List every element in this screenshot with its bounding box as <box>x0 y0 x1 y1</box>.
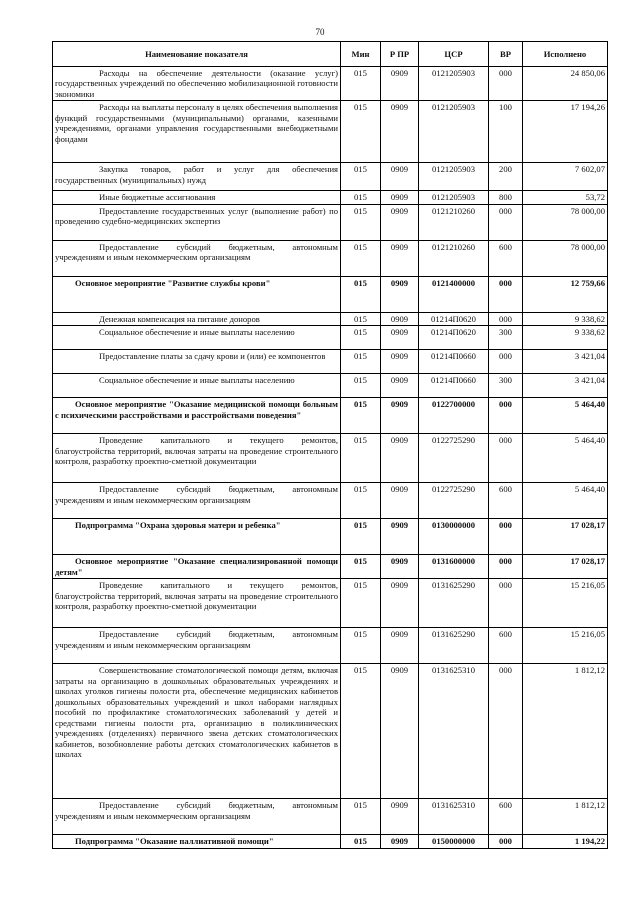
cell-vr: 600 <box>489 240 523 276</box>
cell-min: 015 <box>341 312 381 325</box>
cell-name: Предоставление субсидий бюджетным, автономным учреждениям и иным некоммерческим организациям <box>53 240 341 276</box>
cell-rpr: 0909 <box>381 312 419 325</box>
cell-csr: 0121205903 <box>419 101 489 163</box>
cell-vr: 000 <box>489 398 523 434</box>
cell-min: 015 <box>341 374 381 398</box>
cell-min: 015 <box>341 398 381 434</box>
cell-min: 015 <box>341 555 381 579</box>
table-row <box>53 350 608 374</box>
cell-min: 015 <box>341 799 381 835</box>
table-header-row <box>53 42 608 67</box>
cell-name: Предоставление субсидий бюджетным, автономным учреждениям и иным некоммерческим организациям <box>53 799 341 835</box>
cell-rpr: 0909 <box>381 799 419 835</box>
cell-sum: 78 000,00 <box>523 204 608 240</box>
cell-name: Предоставление государственных услуг (выполнение работ) по проведению судебно-медицинских экспертиз <box>53 204 341 240</box>
table-row <box>53 835 608 848</box>
cell-vr: 000 <box>489 555 523 579</box>
cell-name: Подпрограмма "Оказание паллиативной помощи" <box>53 835 341 848</box>
cell-min: 015 <box>341 579 381 628</box>
cell-sum: 17 028,17 <box>523 519 608 555</box>
cell-rpr: 0909 <box>381 67 419 101</box>
cell-csr: 0122725290 <box>419 483 489 519</box>
cell-vr: 800 <box>489 191 523 204</box>
cell-sum: 3 421,04 <box>523 350 608 374</box>
cell-csr: 0121210260 <box>419 240 489 276</box>
cell-csr: 0131625310 <box>419 799 489 835</box>
cell-min: 015 <box>341 434 381 483</box>
cell-sum: 1 194,22 <box>523 835 608 848</box>
cell-csr: 01214П0620 <box>419 326 489 350</box>
cell-csr: 0130000000 <box>419 519 489 555</box>
cell-rpr: 0909 <box>381 398 419 434</box>
header-rpr: Р ПР <box>381 42 419 67</box>
cell-csr: 0121400000 <box>419 276 489 312</box>
cell-csr: 0122725290 <box>419 434 489 483</box>
cell-min: 015 <box>341 664 381 799</box>
cell-csr: 01214П0660 <box>419 350 489 374</box>
page-number: 70 <box>315 27 325 37</box>
cell-name: Основное мероприятие "Оказание специализированной помощи детям" <box>53 555 341 579</box>
cell-vr: 000 <box>489 434 523 483</box>
cell-rpr: 0909 <box>381 555 419 579</box>
cell-csr: 0150000000 <box>419 835 489 848</box>
cell-rpr: 0909 <box>381 664 419 799</box>
cell-rpr: 0909 <box>381 579 419 628</box>
table-row <box>53 579 608 628</box>
table-row <box>53 101 608 163</box>
cell-min: 015 <box>341 519 381 555</box>
cell-name: Иные бюджетные ассигнования <box>53 191 341 204</box>
table-row <box>53 664 608 799</box>
cell-rpr: 0909 <box>381 434 419 483</box>
cell-name: Основное мероприятие "Развитие службы крови" <box>53 276 341 312</box>
cell-vr: 000 <box>489 276 523 312</box>
cell-min: 015 <box>341 204 381 240</box>
table-row <box>53 555 608 579</box>
cell-vr: 000 <box>489 204 523 240</box>
cell-csr: 0131625290 <box>419 628 489 664</box>
cell-vr: 000 <box>489 67 523 101</box>
cell-csr: 0121205903 <box>419 67 489 101</box>
table-row <box>53 483 608 519</box>
cell-name: Совершенствование стоматологической помощи детям, включая затраты на организацию в дошкольных образовательных учреждениях и школах уголков гигиены полости рта, обеспечение медицинских кабинетов дошкольных образовательных учреждений и школ наборами наглядных пособий по профилактике стоматологических заболеваний у детей и средствами гигиены полости рта, организацию в поликлинических учреждениях (отделениях) первичного звена детских стоматологических кабинетов, возобновление работы детских стоматологических кабинетов в школах <box>53 664 341 799</box>
table-row <box>53 276 608 312</box>
cell-sum: 9 338,62 <box>523 326 608 350</box>
cell-name: Закупка товаров, работ и услуг для обеспечения государственных (муниципальных) нужд <box>53 163 341 191</box>
cell-rpr: 0909 <box>381 350 419 374</box>
cell-min: 015 <box>341 276 381 312</box>
cell-vr: 000 <box>489 519 523 555</box>
cell-name: Предоставление субсидий бюджетным, автономным учреждениям и иным некоммерческим организациям <box>53 483 341 519</box>
cell-vr: 200 <box>489 163 523 191</box>
cell-rpr: 0909 <box>381 163 419 191</box>
table-row <box>53 799 608 835</box>
cell-rpr: 0909 <box>381 326 419 350</box>
table-row <box>53 191 608 204</box>
cell-vr: 100 <box>489 101 523 163</box>
cell-rpr: 0909 <box>381 835 419 848</box>
cell-name: Денежная компенсация на питание доноров <box>53 312 341 325</box>
cell-csr: 0131625310 <box>419 664 489 799</box>
cell-sum: 24 850,06 <box>523 67 608 101</box>
cell-min: 015 <box>341 628 381 664</box>
header-csr: ЦСР <box>419 42 489 67</box>
cell-min: 015 <box>341 326 381 350</box>
header-name: Наименование показателя <box>53 42 341 67</box>
table-row <box>53 519 608 555</box>
cell-sum: 1 812,12 <box>523 664 608 799</box>
cell-min: 015 <box>341 483 381 519</box>
cell-vr: 000 <box>489 312 523 325</box>
cell-vr: 000 <box>489 664 523 799</box>
table-row <box>53 312 608 325</box>
cell-vr: 000 <box>489 579 523 628</box>
cell-min: 015 <box>341 240 381 276</box>
cell-sum: 53,72 <box>523 191 608 204</box>
cell-name: Расходы на обеспечение деятельности (оказание услуг) государственных учреждений по обеспечению мобилизационной готовности экономики <box>53 67 341 101</box>
cell-min: 015 <box>341 101 381 163</box>
header-min: Мин <box>341 42 381 67</box>
cell-vr: 300 <box>489 374 523 398</box>
cell-vr: 000 <box>489 350 523 374</box>
cell-sum: 5 464,40 <box>523 434 608 483</box>
cell-csr: 0121210260 <box>419 204 489 240</box>
budget-table <box>52 41 608 849</box>
table-row <box>53 326 608 350</box>
cell-min: 015 <box>341 350 381 374</box>
cell-min: 015 <box>341 67 381 101</box>
table-row <box>53 67 608 101</box>
cell-rpr: 0909 <box>381 276 419 312</box>
cell-vr: 000 <box>489 835 523 848</box>
cell-sum: 17 194,26 <box>523 101 608 163</box>
cell-name: Подпрограмма "Охрана здоровья матери и ребенка" <box>53 519 341 555</box>
table-row <box>53 374 608 398</box>
cell-csr: 0131600000 <box>419 555 489 579</box>
cell-rpr: 0909 <box>381 204 419 240</box>
cell-vr: 600 <box>489 628 523 664</box>
cell-name: Социальное обеспечение и иные выплаты населению <box>53 374 341 398</box>
cell-rpr: 0909 <box>381 519 419 555</box>
cell-rpr: 0909 <box>381 240 419 276</box>
cell-name: Основное мероприятие "Оказание медицинской помощи больным с психическими расстройствами и расстройствами поведения" <box>53 398 341 434</box>
cell-csr: 01214П0660 <box>419 374 489 398</box>
cell-csr: 0131625290 <box>419 579 489 628</box>
cell-rpr: 0909 <box>381 374 419 398</box>
header-vr: ВР <box>489 42 523 67</box>
cell-rpr: 0909 <box>381 483 419 519</box>
cell-sum: 7 602,07 <box>523 163 608 191</box>
cell-csr: 01214П0620 <box>419 312 489 325</box>
cell-min: 015 <box>341 191 381 204</box>
cell-name: Предоставление субсидий бюджетным, автономным учреждениям и иным некоммерческим организациям <box>53 628 341 664</box>
cell-vr: 600 <box>489 483 523 519</box>
cell-name: Расходы на выплаты персоналу в целях обеспечения выполнения функций государственными (муниципальными) органами, казенными учреждениями, органами управления государственными внебюджетными фондами <box>53 101 341 163</box>
table-row <box>53 163 608 191</box>
cell-rpr: 0909 <box>381 628 419 664</box>
cell-csr: 0121205903 <box>419 191 489 204</box>
cell-sum: 78 000,00 <box>523 240 608 276</box>
cell-csr: 0121205903 <box>419 163 489 191</box>
cell-sum: 12 759,66 <box>523 276 608 312</box>
cell-sum: 5 464,40 <box>523 483 608 519</box>
cell-name: Социальное обеспечение и иные выплаты населению <box>53 326 341 350</box>
cell-sum: 15 216,05 <box>523 628 608 664</box>
cell-sum: 17 028,17 <box>523 555 608 579</box>
cell-csr: 0122700000 <box>419 398 489 434</box>
cell-vr: 300 <box>489 326 523 350</box>
table-row <box>53 398 608 434</box>
cell-sum: 15 216,05 <box>523 579 608 628</box>
header-sum: Исполнено <box>523 42 608 67</box>
cell-sum: 1 812,12 <box>523 799 608 835</box>
cell-min: 015 <box>341 835 381 848</box>
cell-rpr: 0909 <box>381 101 419 163</box>
table-row <box>53 240 608 276</box>
cell-sum: 3 421,04 <box>523 374 608 398</box>
table-row <box>53 628 608 664</box>
cell-vr: 600 <box>489 799 523 835</box>
cell-min: 015 <box>341 163 381 191</box>
table-row <box>53 204 608 240</box>
cell-sum: 5 464,40 <box>523 398 608 434</box>
cell-name: Предоставление платы за сдачу крови и (или) ее компонентов <box>53 350 341 374</box>
cell-rpr: 0909 <box>381 191 419 204</box>
cell-name: Проведение капитального и текущего ремонтов, благоустройства территорий, включая затраты на проведение строительного контроля, разработку проектно-сметной документации <box>53 434 341 483</box>
cell-sum: 9 338,62 <box>523 312 608 325</box>
table-row <box>53 434 608 483</box>
cell-name: Проведение капитального и текущего ремонтов, благоустройства территорий, включая затраты на проведение строительного контроля, разработку проектно-сметной документации <box>53 579 341 628</box>
